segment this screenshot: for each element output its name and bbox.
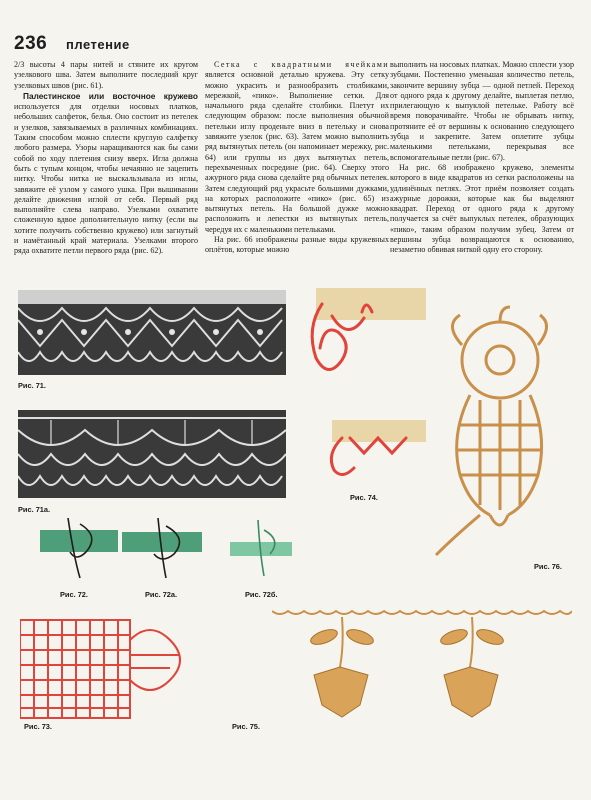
figure-75-gold-flowers bbox=[272, 605, 572, 725]
caption-fig-73: Рис. 73. bbox=[24, 722, 52, 731]
term-square-mesh: Сетка с квадратными ячейками bbox=[214, 60, 389, 69]
paragraph bbox=[14, 91, 198, 257]
figure-74-red-stitches bbox=[302, 288, 430, 483]
caption-fig-72: Рис. 72. bbox=[60, 590, 88, 599]
figure-71-lace-band bbox=[18, 290, 286, 375]
paragraph-text: используется для отделки носовых платков, небольших салфеток, белья. Оно состоит из петелек и узелков, завязываемых в различных комбинациях. Таким способом можно сплести круглую салфетку любого размера. Узоры наращиваются как бы сами собой по ходу плетения снизу вверх. Игла должна быть с тупым концом, чтобы нечаянно не зацепить нитку. Чтобы нитка не выскальзывала из иглы, завяжите её узлом у самого ушка. При вышивании делайте движения иглой от себя. Первый ряд выполняйте слева направо. Узелками охватите сложенную вдвое дополнительную нитку (если вы хотите получить собственно кружево) или загнутый и намётанный край материала. Узелками второго ряда охватите петли первого ряда (рис. 62). bbox=[14, 102, 198, 256]
caption-fig-75: Рис. 75. bbox=[232, 722, 260, 731]
page-header bbox=[14, 33, 574, 55]
caption-fig-71a: Рис. 71а. bbox=[18, 505, 51, 514]
caption-fig-71: Рис. 71. bbox=[18, 381, 46, 390]
section-title: плетение bbox=[66, 37, 130, 52]
paragraph-text: является основной деталью кружева. Эту сетку можно украсить и разнообразить столбиками, мережкой, «пико». Выполнение сетки. Для начального ряда сделайте столбики. Плетут их следующим образом: после выполнения обычной петельки иглу проденьте вниз в петельку и снова завяжите узелок (рис. 63). Затем можно выполнить ряд вытянутых петель (он напоминает мережку, рис. 64) или группы из двух вытянутых петель, перехваченных посредине (рис. 64). Сверху этого ажурного ряда снова сделайте ряд обычных петелек. Затем следующий ряд украсьте большими дужками, на которых расположите «пико» (рис. 65) из вытянутых петель. На большой дужке можно расположить и лепестки из вытянутых петель, чередуя их с маленькими петельками. bbox=[205, 70, 389, 234]
text-column-3 bbox=[390, 60, 574, 256]
figure-72b-needle-stitch bbox=[230, 520, 292, 578]
text-column-1 bbox=[14, 60, 198, 257]
caption-fig-74: Рис. 74. bbox=[350, 493, 378, 502]
paragraph: выполнить на носовых платках. Можно сплести узор зубцами. Постепенно уменьшая количество петель, закончите вершину зубца — одной петлей. Переход от одного ряда к другому делайте, выплетая петлю, прилегающую к выпуклой петельке. Работу всё время поворачивайте. Чтобы не обрывать нитку, протяните её от вершины к основанию следующего зубца и закрепите. Затем оплетите зубцы маленькими петельками, перекрывая все вспомогательные петли (рис. 67). bbox=[390, 60, 574, 162]
caption-fig-76: Рис. 76. bbox=[534, 562, 562, 571]
text-column-2 bbox=[205, 60, 389, 256]
paragraph: На рис. 68 изображено кружево, элементы которого в виде квадратов из сетки расположены на удлинённых петлях. Этот приём позволяет создать ажурные дорожки, которые как бы выделяют квадрат. Переход от одного ряда к другому получается за счёт выпуклых петелек, образующих «пико», таким образом получим зубец. Затем от вершины зубца возвращаются к основанию, незаметно обвивая ниткой одну его сторону. bbox=[390, 162, 574, 255]
paragraph bbox=[205, 60, 389, 235]
caption-fig-72a: Рис. 72а. bbox=[145, 590, 178, 599]
page-number: 236 bbox=[14, 33, 48, 54]
figure-72-needle-stitch bbox=[40, 518, 118, 580]
paragraph: 2/3 высоты 4 пары нитей и стяните их кругом узелкового шва. Затем выполните последний круг узелковых швов (рис. 61). bbox=[14, 60, 198, 90]
paragraph: На рис. 66 изображены разные виды кружевных оплётов, которые можно bbox=[205, 235, 389, 255]
figure-76-gold-motif bbox=[430, 305, 560, 560]
figure-72a-needle-stitch bbox=[122, 518, 202, 580]
subheading-palestinian-lace: Палестинское или восточное кружево bbox=[23, 90, 198, 101]
figure-71a-lace-band bbox=[18, 410, 286, 498]
caption-fig-72b: Рис. 72б. bbox=[245, 590, 278, 599]
figure-73-red-mesh bbox=[20, 610, 190, 720]
